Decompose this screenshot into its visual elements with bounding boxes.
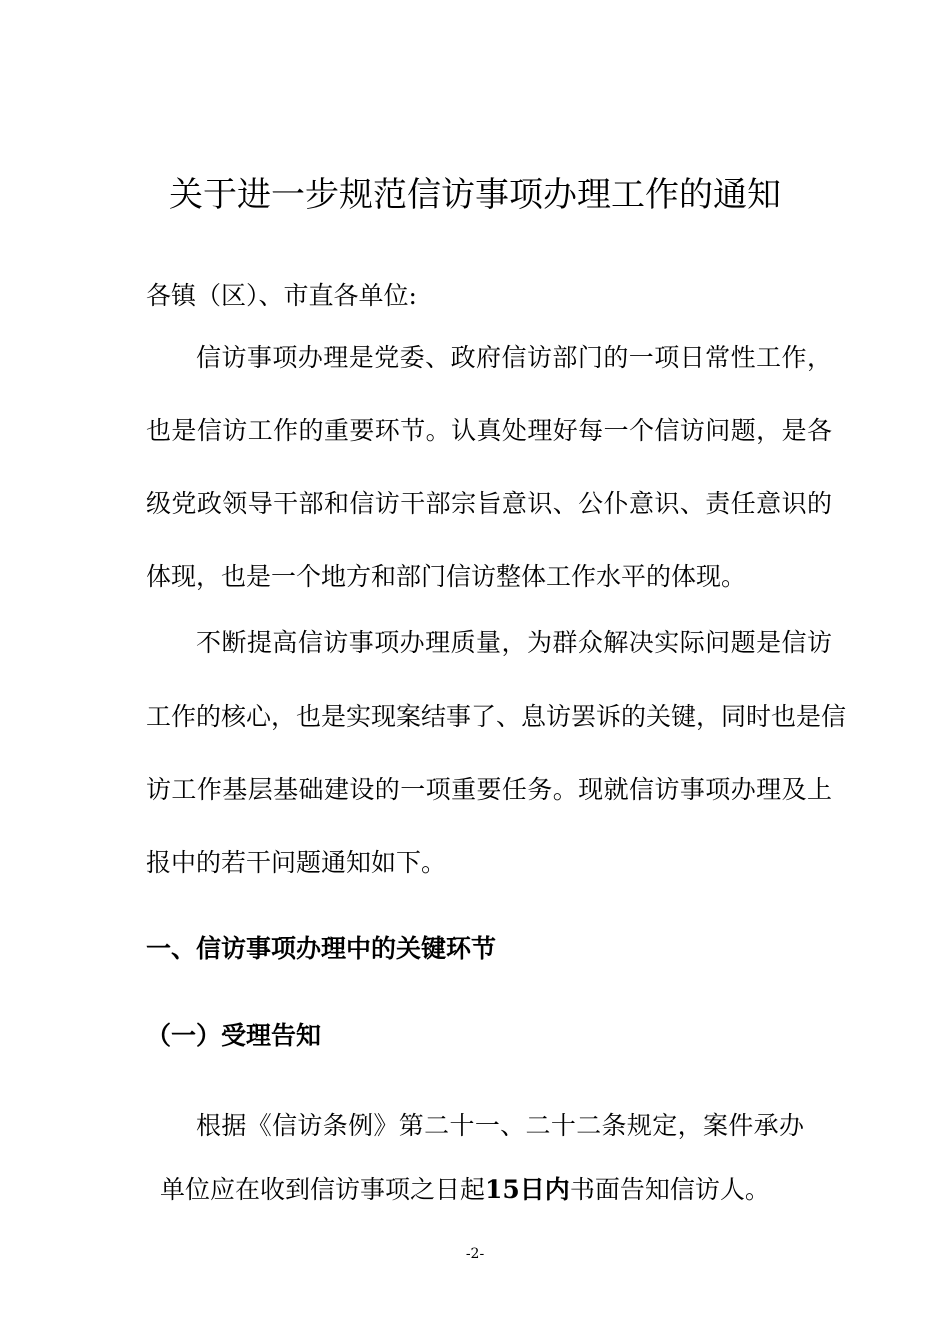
- paragraph-2-line-2: 工作的核心，也是实现案结事了、息访罢诉的关键，同时也是信: [146, 702, 847, 731]
- paragraph-1-line-2: 也是信访工作的重要环节。认真处理好每一个信访问题，是各: [146, 416, 832, 445]
- document-title: 关于进一步规范信访事项办理工作的通知: [169, 175, 781, 215]
- subsection-1-heading: （一）受理告知: [146, 1021, 322, 1050]
- paragraph-3-line-2: [160, 1170, 770, 1210]
- paragraph-2-line-4: 报中的若干问题通知如下。: [146, 848, 447, 877]
- section-1-heading: 一、信访事项办理中的关键环节: [146, 934, 497, 963]
- paragraph-1-line-4: 体现，也是一个地方和部门信访整体工作水平的体现。: [146, 562, 747, 591]
- paragraph-3-line-2-text-after: 书面告知信访人。: [569, 1175, 770, 1204]
- deadline-emphasis: 15日内: [485, 1175, 570, 1204]
- paragraph-1-line-1: 信访事项办理是党委、政府信访部门的一项日常性工作，: [196, 343, 832, 372]
- paragraph-3-line-2-text-before: 单位应在收到信访事项之日起: [160, 1175, 486, 1204]
- page-number: -2-: [465, 1246, 485, 1262]
- salutation: 各镇（区）、市直各单位:: [146, 281, 417, 310]
- paragraph-3-line-1: 根据《信访条例》第二十一、二十二条规定，案件承办: [196, 1111, 804, 1140]
- paragraph-1-line-3: 级党政领导干部和信访干部宗旨意识、公仆意识、责任意识的: [146, 489, 832, 518]
- paragraph-2-line-1: 不断提高信访事项办理质量，为群众解决实际问题是信访: [196, 628, 832, 657]
- paragraph-2-line-3: 访工作基层基础建设的一项重要任务。现就信访事项办理及上: [146, 775, 832, 804]
